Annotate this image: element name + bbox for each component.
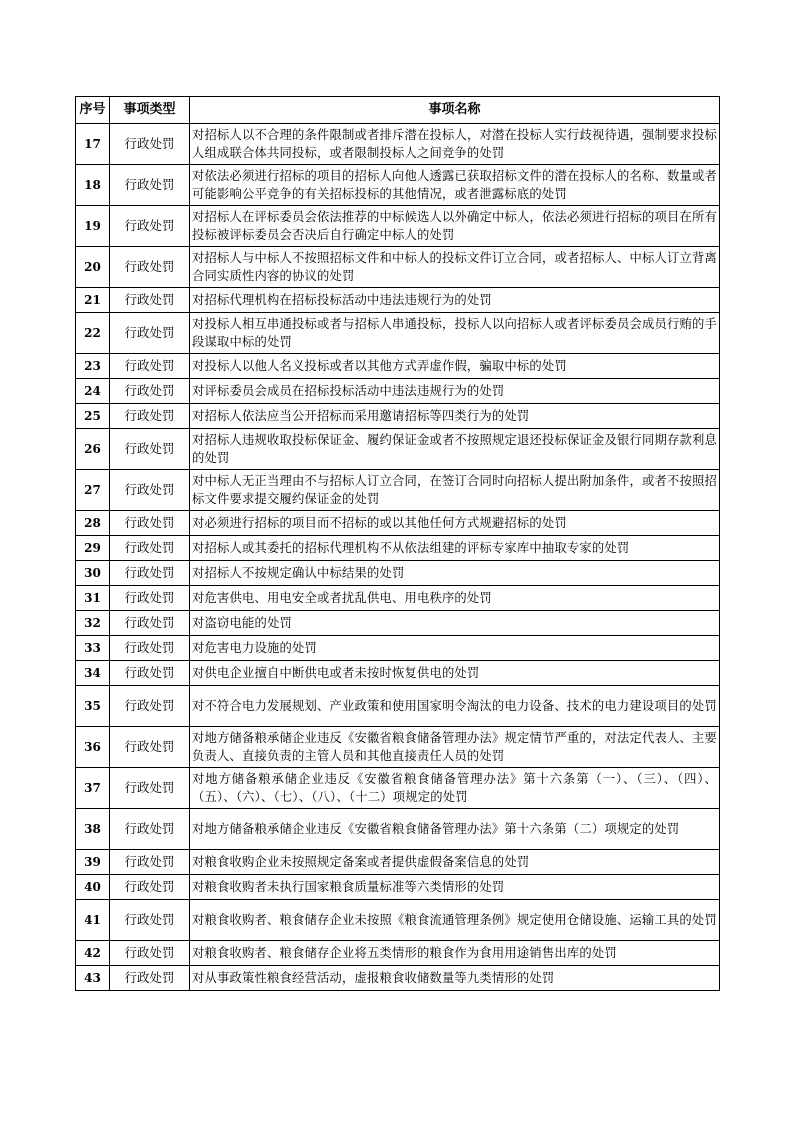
row-number: 26 [76,429,110,470]
row-type: 行政处罚 [110,809,190,850]
row-name: 对招标人以不合理的条件限制或者排斥潜在投标人，对潜在投标人实行歧视待遇，强制要求投标人组成联合体共同投标，或者限制投标人之间竞争的处罚 [190,124,720,165]
header-serial-number: 序号 [76,97,110,124]
row-name: 对评标委员会成员在招标投标活动中违法违规行为的处罚 [190,379,720,404]
row-type: 行政处罚 [110,636,190,661]
table-header-row [76,97,720,124]
row-number: 25 [76,404,110,429]
table-row [76,206,720,247]
row-number: 18 [76,165,110,206]
row-name: 对盗窃电能的处罚 [190,611,720,636]
row-type: 行政处罚 [110,379,190,404]
row-number: 41 [76,900,110,941]
table-row [76,768,720,809]
row-type: 行政处罚 [110,941,190,966]
row-type: 行政处罚 [110,247,190,288]
row-number: 23 [76,354,110,379]
row-type: 行政处罚 [110,313,190,354]
row-type: 行政处罚 [110,536,190,561]
row-type: 行政处罚 [110,686,190,727]
row-name: 对粮食收购者、粮食储存企业未按照《粮食流通管理条例》规定使用仓储设施、运输工具的处罚 [190,900,720,941]
row-type: 行政处罚 [110,354,190,379]
row-type: 行政处罚 [110,966,190,991]
row-type: 行政处罚 [110,900,190,941]
row-type: 行政处罚 [110,875,190,900]
row-number: 33 [76,636,110,661]
row-name: 对从事政策性粮食经营活动，虚报粮食收储数量等九类情形的处罚 [190,966,720,991]
table-row [76,288,720,313]
row-type: 行政处罚 [110,288,190,313]
row-number: 42 [76,941,110,966]
table-row [76,165,720,206]
row-number: 24 [76,379,110,404]
row-number: 28 [76,511,110,536]
table-row [76,124,720,165]
table-row [76,661,720,686]
table-row [76,404,720,429]
row-name: 对招标人在评标委员会依法推荐的中标候选人以外确定中标人，依法必须进行招标的项目在所有投标被评标委员会否决后自行确定中标人的处罚 [190,206,720,247]
table-row [76,379,720,404]
row-name: 对危害电力设施的处罚 [190,636,720,661]
table-row [76,586,720,611]
row-type: 行政处罚 [110,661,190,686]
table-row [76,850,720,875]
row-name: 对招标人违规收取投标保证金、履约保证金或者不按照规定退还投标保证金及银行同期存款利息的处罚 [190,429,720,470]
row-number: 35 [76,686,110,727]
row-name: 对投标人以他人名义投标或者以其他方式弄虚作假，骗取中标的处罚 [190,354,720,379]
row-number: 43 [76,966,110,991]
row-number: 17 [76,124,110,165]
row-name: 对招标代理机构在招标投标活动中违法违规行为的处罚 [190,288,720,313]
row-name: 对地方储备粮承储企业违反《安徽省粮食储备管理办法》第十六条第（一）、（三）、（四）、（五）、（六）、（七）、（八）、（十二）项规定的处罚 [190,768,720,809]
header-matter-name: 事项名称 [190,97,720,124]
row-type: 行政处罚 [110,165,190,206]
row-name: 对投标人相互串通投标或者与招标人串通投标，投标人以向招标人或者评标委员会成员行贿的手段谋取中标的处罚 [190,313,720,354]
table-row [76,429,720,470]
row-name: 对粮食收购者未执行国家粮食质量标准等六类情形的处罚 [190,875,720,900]
row-number: 20 [76,247,110,288]
row-type: 行政处罚 [110,850,190,875]
row-name: 对粮食收购企业未按照规定备案或者提供虚假备案信息的处罚 [190,850,720,875]
row-number: 37 [76,768,110,809]
row-name: 对地方储备粮承储企业违反《安徽省粮食储备管理办法》第十六条第（二）项规定的处罚 [190,809,720,850]
row-name: 对地方储备粮承储企业违反《安徽省粮食储备管理办法》规定情节严重的，对法定代表人、主要负责人、直接负责的主管人员和其他直接责任人员的处罚 [190,727,720,768]
row-number: 34 [76,661,110,686]
row-number: 40 [76,875,110,900]
row-number: 30 [76,561,110,586]
row-number: 27 [76,470,110,511]
table-row [76,875,720,900]
row-number: 29 [76,536,110,561]
row-number: 39 [76,850,110,875]
table-row [76,686,720,727]
row-type: 行政处罚 [110,727,190,768]
table-row [76,561,720,586]
row-type: 行政处罚 [110,511,190,536]
row-name: 对招标人不按规定确认中标结果的处罚 [190,561,720,586]
table-row [76,900,720,941]
row-name: 对招标人依法应当公开招标而采用邀请招标等四类行为的处罚 [190,404,720,429]
row-type: 行政处罚 [110,404,190,429]
row-type: 行政处罚 [110,768,190,809]
table-row [76,966,720,991]
matters-table [75,96,720,991]
table-row [76,313,720,354]
row-number: 22 [76,313,110,354]
row-name: 对供电企业擅自中断供电或者未按时恢复供电的处罚 [190,661,720,686]
row-number: 36 [76,727,110,768]
row-number: 31 [76,586,110,611]
row-name: 对不符合电力发展规划、产业政策和使用国家明令淘汰的电力设备、技术的电力建设项目的处罚 [190,686,720,727]
row-type: 行政处罚 [110,124,190,165]
table-row [76,941,720,966]
row-number: 32 [76,611,110,636]
table-row [76,809,720,850]
row-name: 对中标人无正当理由不与招标人订立合同，在签订合同时向招标人提出附加条件，或者不按照招标文件要求提交履约保证金的处罚 [190,470,720,511]
table-row [76,727,720,768]
row-name: 对依法必须进行招标的项目的招标人向他人透露已获取招标文件的潜在投标人的名称、数量或者可能影响公平竞争的有关招标投标的其他情况，或者泄露标底的处罚 [190,165,720,206]
table-row [76,354,720,379]
row-number: 38 [76,809,110,850]
table-row [76,247,720,288]
row-name: 对招标人与中标人不按照招标文件和中标人的投标文件订立合同，或者招标人、中标人订立背离合同实质性内容的协议的处罚 [190,247,720,288]
row-type: 行政处罚 [110,586,190,611]
row-type: 行政处罚 [110,561,190,586]
row-type: 行政处罚 [110,206,190,247]
table-row [76,636,720,661]
row-name: 对危害供电、用电安全或者扰乱供电、用电秩序的处罚 [190,586,720,611]
row-type: 行政处罚 [110,429,190,470]
row-type: 行政处罚 [110,470,190,511]
table-row [76,536,720,561]
row-number: 19 [76,206,110,247]
row-name: 对招标人或其委托的招标代理机构不从依法组建的评标专家库中抽取专家的处罚 [190,536,720,561]
table-row [76,611,720,636]
table-row [76,470,720,511]
row-name: 对粮食收购者、粮食储存企业将五类情形的粮食作为食用用途销售出库的处罚 [190,941,720,966]
row-type: 行政处罚 [110,611,190,636]
row-name: 对必须进行招标的项目而不招标的或以其他任何方式规避招标的处罚 [190,511,720,536]
header-matter-type: 事项类型 [110,97,190,124]
table-row [76,511,720,536]
row-number: 21 [76,288,110,313]
